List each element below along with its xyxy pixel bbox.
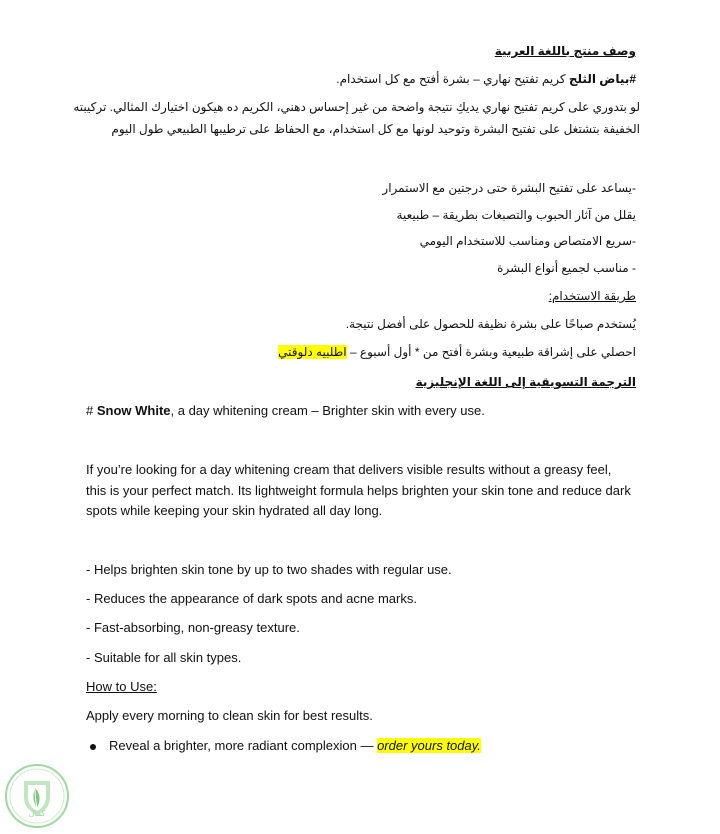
leaf-shield-icon xyxy=(4,763,70,829)
leaf-shield-logo xyxy=(4,763,70,829)
arabic-bullet: - مناسب لجميع أنواع البشرة xyxy=(497,261,636,275)
english-bullet: - Helps brighten skin tone by up to two shades with regular use. xyxy=(86,562,452,577)
english-how-to-use-text: Apply every morning to clean skin for best results. xyxy=(86,708,373,723)
english-cta-text: Reveal a brighter, more radiant complexion — xyxy=(109,738,378,753)
bullet-dot-icon xyxy=(90,744,96,750)
arabic-bullet: -سريع الامتصاص ومناسب للاستخدام اليومي xyxy=(419,234,636,248)
english-bullet: - Reduces the appearance of dark spots and acne marks. xyxy=(86,591,417,606)
arabic-tagline-rest: كريم تفتيح نهاري – بشرة أفتح مع كل استخدام. xyxy=(336,72,569,86)
arabic-tagline xyxy=(76,70,636,89)
arabic-paragraph-line1: لو بتدوري على كريم تفتيح نهاري يديكِ نتيجة واضحة من غير إحساس دهني، الكريم ده هيكون اختيارك المثالي. تركيبته xyxy=(73,100,640,114)
english-tagline-rest: , a day whitening cream – Brighter skin with every use. xyxy=(170,403,485,418)
english-bullet: - Fast-absorbing, non-greasy texture. xyxy=(86,620,300,635)
english-tagline xyxy=(86,401,634,421)
english-paragraph: If you’re looking for a day whitening cream that delivers visible results without a greasy feel, this is your perfect match. Its lightweight formula helps brighten your skin tone and reduce dark spots while keeping your skin hydrated all day long. xyxy=(86,462,631,518)
arabic-paragraph-line2: الخفيفة بتشتغل على تفتيح البشرة وتوحيد لونها مع كل استخدام، مع الحفاظ على ترطيبها الطبيعي طول اليوم xyxy=(111,122,640,136)
arabic-cta xyxy=(76,343,636,362)
logo-text: كمال xyxy=(28,809,46,818)
english-bullet: - Suitable for all skin types. xyxy=(86,650,242,665)
arabic-bullet: يقلل من آثار الحبوب والتصبغات بطريقة – طبيعية xyxy=(396,208,636,222)
english-cta xyxy=(109,736,629,756)
arabic-heading: وصف منتج باللغة العربية xyxy=(494,44,636,58)
arabic-cta-highlight: اطلبيه دلوقتي xyxy=(278,345,347,359)
arabic-how-to-use-heading: طريقة الاستخدام: xyxy=(548,289,636,303)
arabic-bullet: -يساعد على تفتيح البشرة حتى درجتين مع الاستمرار xyxy=(382,181,636,195)
translation-heading: الترجمة التسويقية إلى اللغة الإنجليزية xyxy=(415,375,636,389)
english-tagline-brand: Snow White xyxy=(96,403,171,418)
arabic-tagline-hashtag: #بياض الثلج xyxy=(568,72,636,86)
english-cta-highlight: order yours today. xyxy=(377,738,481,753)
english-how-to-use-heading: How to Use: xyxy=(86,679,157,694)
english-tagline-hash: # xyxy=(86,403,97,418)
arabic-how-to-use-text: يُستخدم صباحًا على بشرة نظيفة للحصول على أفضل نتيجة. xyxy=(345,317,636,331)
arabic-cta-text: احصلي على إشراقة طبيعية وبشرة أفتح من * أول أسبوع – xyxy=(346,345,636,359)
